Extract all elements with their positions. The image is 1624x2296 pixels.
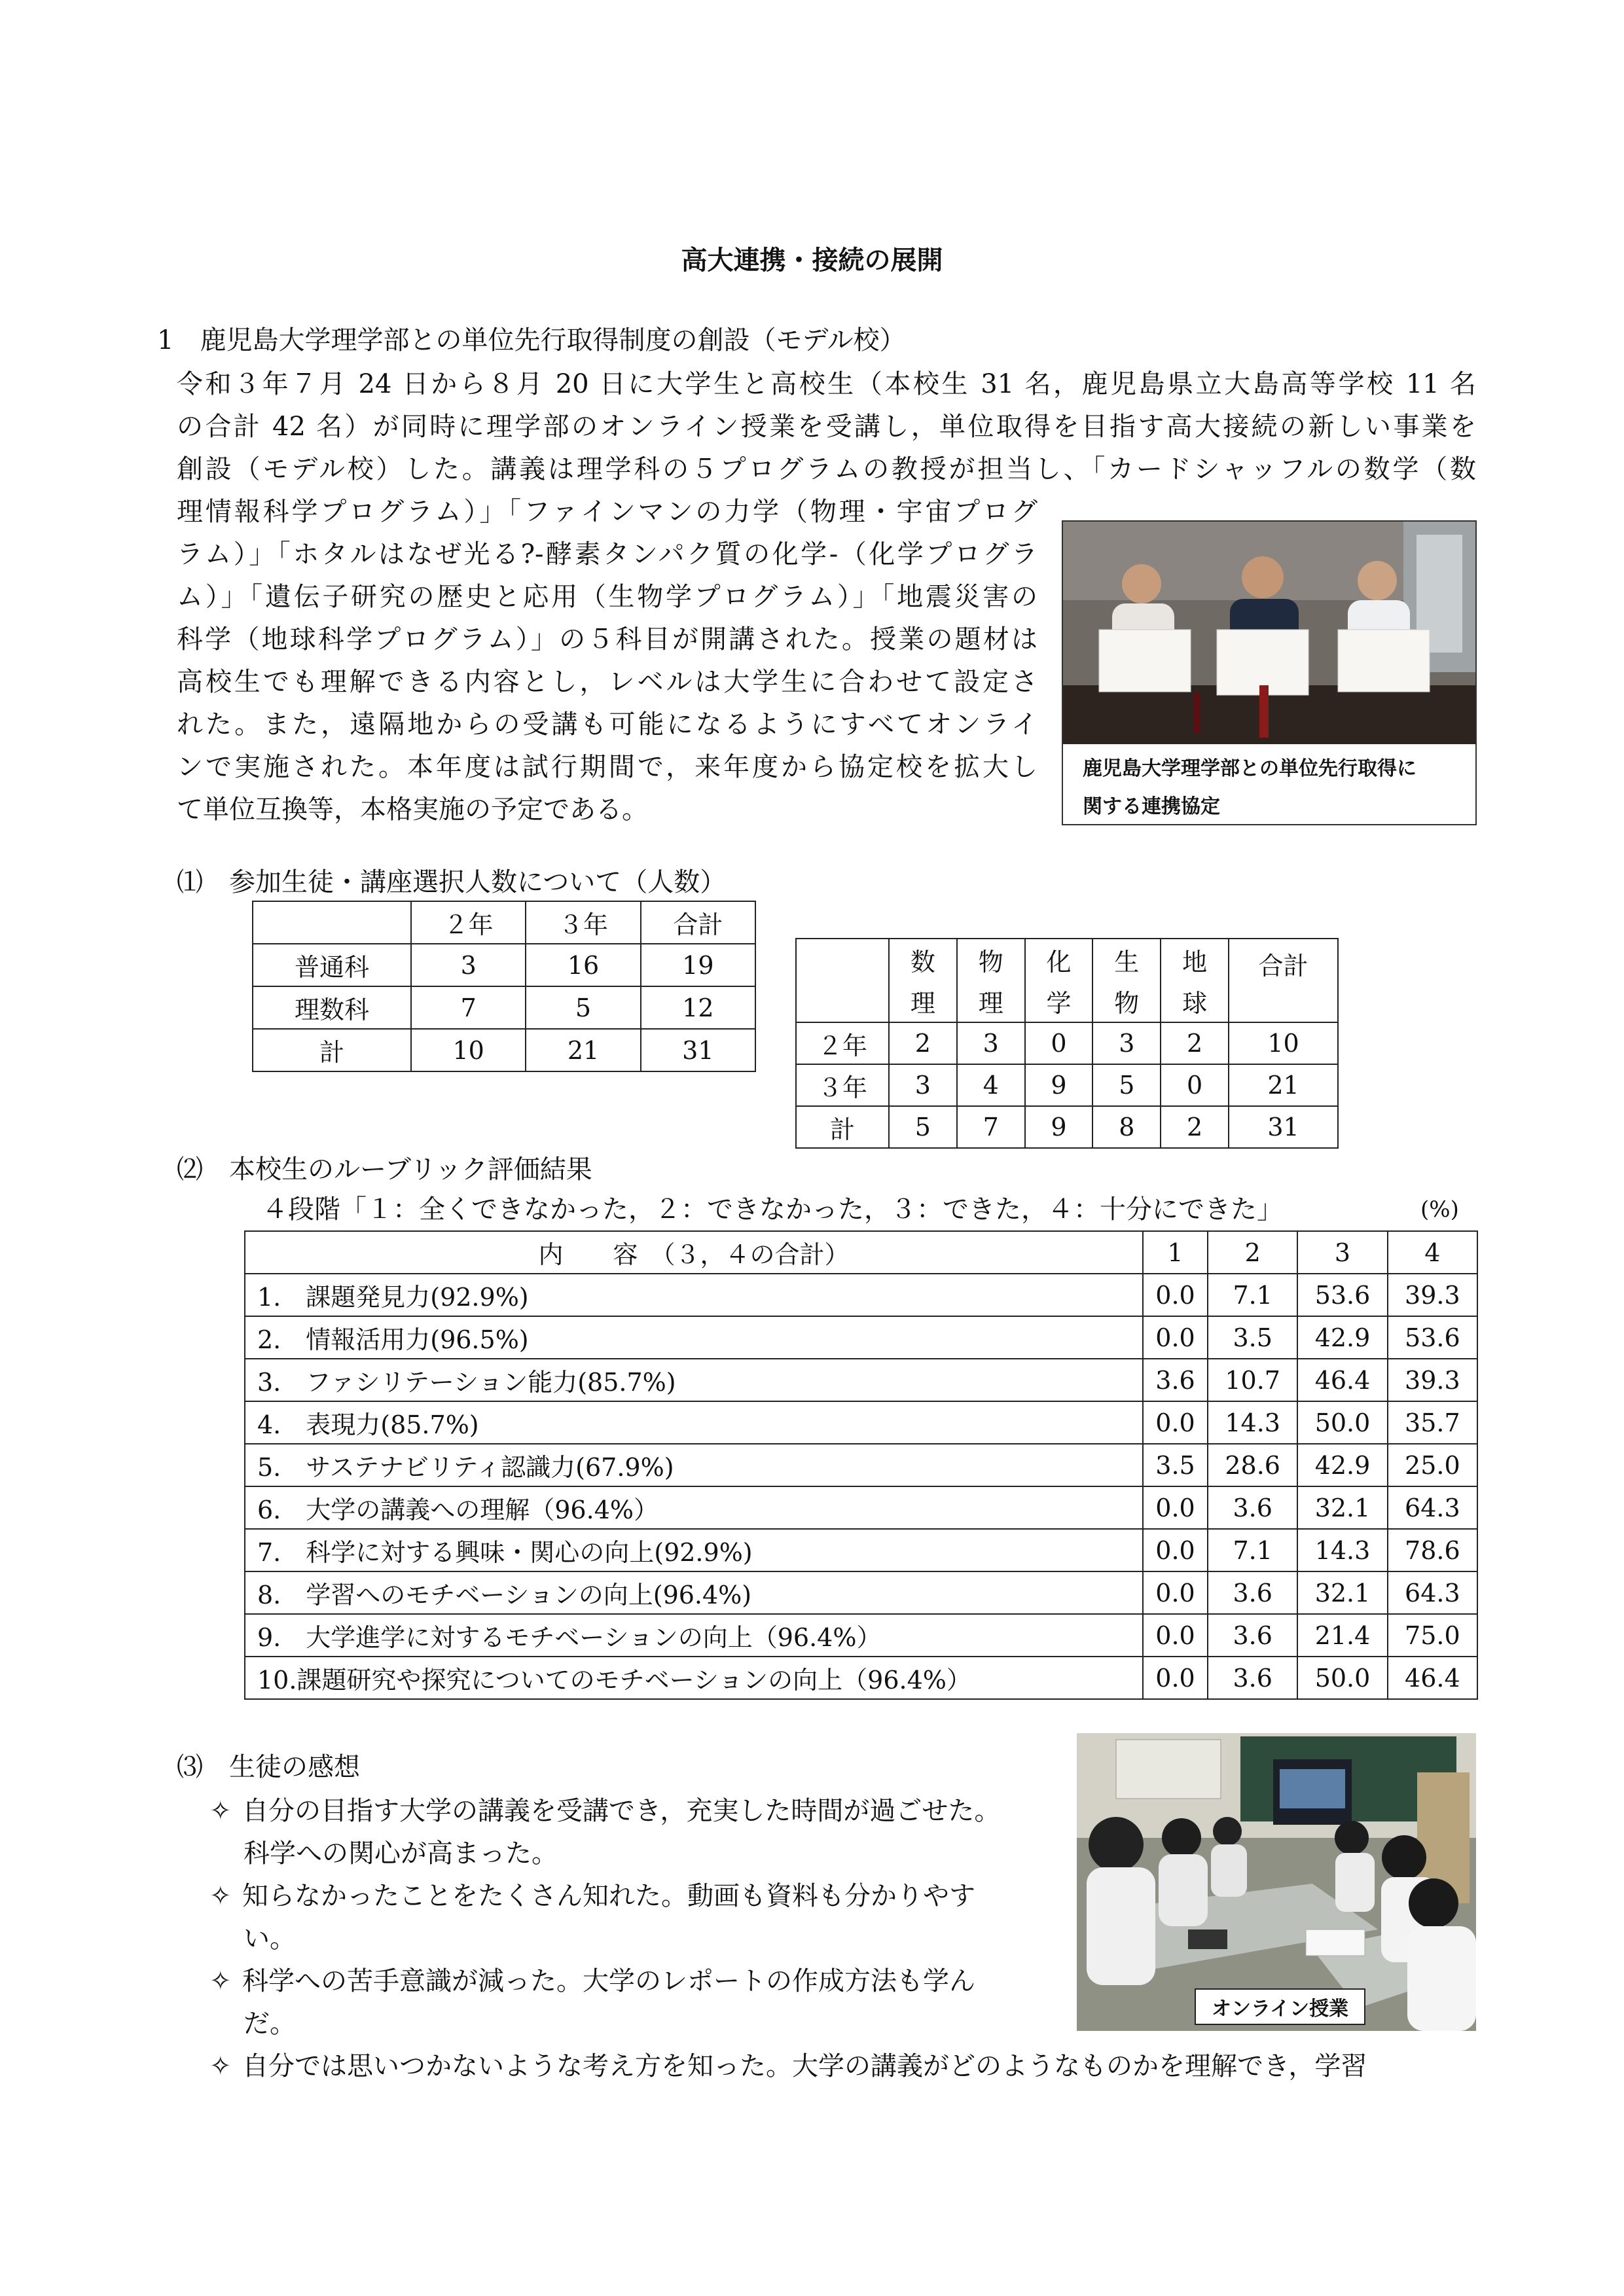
table-cell: 2 [1161, 1106, 1229, 1148]
table-header: 内 容 （３，４の合計） [245, 1231, 1143, 1274]
table-cell: 7 [411, 986, 526, 1029]
section1-heading: 1 鹿児島大学理学部との単位先行取得制度の創設（モデル校） [157, 325, 906, 355]
table-header: ２年 [411, 901, 526, 944]
table-cell: 39.3 [1388, 1359, 1477, 1401]
table-cell: 3.5 [1143, 1444, 1208, 1486]
list-item-continuation [209, 1833, 1074, 1875]
table-cell: 10.7 [1208, 1359, 1297, 1401]
list-item-continuation [209, 2003, 1074, 2045]
table-cell: 50.0 [1297, 1401, 1387, 1444]
paragraph-line: ラム）」「ホタルはなぜ光る?-酵素タンパク質の化学-（化学プログラ [177, 539, 1038, 569]
table-header: 地 [1161, 939, 1229, 980]
table-row [245, 1657, 1477, 1699]
table-cell: 28.6 [1208, 1444, 1297, 1486]
table-cell: 50.0 [1297, 1657, 1387, 1699]
table-cell: 0.0 [1143, 1571, 1208, 1614]
table-cell: 7.1 [1208, 1274, 1297, 1316]
table-cell: 理数科 [253, 986, 411, 1029]
table-cell: 7.1 [1208, 1529, 1297, 1571]
table-cell: 0.0 [1143, 1486, 1208, 1529]
table-row [253, 944, 755, 986]
paragraph-line: ム）」「遺伝子研究の歴史と応用（生物学プログラム）」「地震災害の [177, 582, 1038, 612]
table-cell: 4. 表現力(85.7%) [245, 1401, 1143, 1444]
list-item [209, 1875, 1074, 1918]
table-row [796, 1064, 1338, 1106]
table-header: 合計 [1229, 939, 1338, 1022]
paragraph-line: 創設（モデル校）した。講義は理学科の５プログラムの教授が担当し、「カードシャッフルの数学（数 [177, 454, 1476, 484]
table-cell: 2. 情報活用力(96.5%) [245, 1316, 1143, 1359]
table-cell: 31 [641, 1029, 755, 1071]
table-header: 理 [889, 980, 957, 1022]
table-cell: 3 [957, 1022, 1025, 1064]
list-item [209, 1960, 1074, 2003]
table-cell: ３年 [796, 1064, 889, 1106]
table-cell: 5 [1092, 1064, 1161, 1106]
table-cell: 14.3 [1208, 1401, 1297, 1444]
table-row [245, 1359, 1477, 1401]
table-cell: 1. 課題発見力(92.9%) [245, 1274, 1143, 1316]
photo-caption-line1: 鹿児島大学理学部との単位先行取得に [1083, 757, 1416, 780]
table-cell: 12 [641, 986, 755, 1029]
table-cell: 3.6 [1208, 1614, 1297, 1657]
table-header: 球 [1161, 980, 1229, 1022]
sub3-heading: ⑶ 生徒の感想 [177, 1752, 360, 1782]
table-cell: 10.課題研究や探究についてのモチベーションの向上（96.4%） [245, 1657, 1143, 1699]
table-cell: 0.0 [1143, 1657, 1208, 1699]
table-header [796, 939, 889, 1022]
bullet-icon: ✧ [209, 2051, 232, 2081]
list-item [209, 1790, 1074, 1833]
table-cell: 10 [411, 1029, 526, 1071]
table-row [245, 1571, 1477, 1614]
table-cell: 3.6 [1208, 1657, 1297, 1699]
sub2-heading: ⑵ 本校生のルーブリック評価結果 [177, 1155, 592, 1185]
table-cell: 7. 科学に対する興味・関心の向上(92.9%) [245, 1529, 1143, 1571]
agreement-photo-image [1063, 522, 1475, 744]
table-header: 物 [1092, 980, 1161, 1022]
table-cell: 0.0 [1143, 1614, 1208, 1657]
list-item-text: 知らなかったことをたくさん知れた。動画も資料も分かりやす [242, 1881, 975, 1911]
table-row [245, 1486, 1477, 1529]
agreement-photo [1062, 520, 1477, 825]
table-row [245, 1529, 1477, 1571]
table-header [253, 901, 411, 944]
table-cell: 9. 大学進学に対するモチベーションの向上（96.4%） [245, 1614, 1143, 1657]
online-class-photo [1077, 1733, 1476, 2031]
table-cell: 5. サステナビリティ認識力(67.9%) [245, 1444, 1143, 1486]
bullet-icon: ✧ [209, 1796, 232, 1826]
table-cell: 0 [1025, 1022, 1093, 1064]
table-cell: 42.9 [1297, 1316, 1387, 1359]
table-cell: 32.1 [1297, 1486, 1387, 1529]
table-row [253, 1029, 755, 1071]
list-item-text: 科学への苦手意識が減った。大学のレポートの作成方法も学ん [242, 1966, 975, 1996]
table-cell: 21 [526, 1029, 640, 1071]
photo-caption-line2: 関する連携協定 [1083, 795, 1220, 818]
paragraph-line: れた。また，遠隔地からの受講も可能になるようにすべてオンライ [177, 709, 1038, 740]
table-row [796, 1022, 1338, 1064]
table-header: 2 [1208, 1231, 1297, 1274]
table-cell: 75.0 [1388, 1614, 1477, 1657]
table-cell: 0.0 [1143, 1274, 1208, 1316]
table-cell: 0.0 [1143, 1401, 1208, 1444]
table-header: ３年 [526, 901, 640, 944]
table-cell: 53.6 [1297, 1274, 1387, 1316]
list-item-text: だ。 [244, 2009, 296, 2039]
table-cell: 25.0 [1388, 1444, 1477, 1486]
table-cell: 2 [889, 1022, 957, 1064]
table-cell: 0.0 [1143, 1316, 1208, 1359]
table-cell: 2 [1161, 1022, 1229, 1064]
section1-paragraph-narrow [177, 491, 1038, 831]
table-row [796, 1106, 1338, 1148]
table-cell: 9 [1025, 1106, 1093, 1148]
table-cell: 3 [411, 944, 526, 986]
table-cell: 3. ファシリテーション能力(85.7%) [245, 1359, 1143, 1401]
participants-table [252, 901, 756, 1072]
table-cell: 3 [889, 1064, 957, 1106]
table-cell: 46.4 [1297, 1359, 1387, 1401]
table-cell: 32.1 [1297, 1571, 1387, 1614]
paragraph-line: ンで実施された。本年度は試行期間で，来年度から協定校を拡大し [177, 752, 1038, 782]
table-cell: 14.3 [1297, 1529, 1387, 1571]
table-cell: 16 [526, 944, 640, 986]
list-item-text: 自分の目指す大学の講義を受講でき，充実した時間が過ごせた。 [242, 1796, 1001, 1826]
impressions-list-last [209, 2045, 1486, 2088]
list-item-text: い。 [244, 1924, 296, 1954]
paragraph-line: 理情報科学プログラム）」「ファインマンの力学（物理・宇宙プログ [177, 497, 1038, 527]
table-header: 化 [1025, 939, 1093, 980]
table-cell: 21.4 [1297, 1614, 1387, 1657]
table-header: 学 [1025, 980, 1093, 1022]
bullet-icon: ✧ [209, 1966, 232, 1996]
table-cell: 21 [1229, 1064, 1338, 1106]
table-row [245, 1316, 1477, 1359]
list-item [209, 2045, 1486, 2088]
table-cell: 9 [1025, 1064, 1093, 1106]
paragraph-line: 令和３年７月 24 日から８月 20 日に大学生と高校生（本校生 31 名，鹿児島県立大島高等学校 11 名 [177, 369, 1476, 399]
sub1-heading: ⑴ 参加生徒・講座選択人数について（人数） [177, 867, 727, 897]
rubric-table [244, 1230, 1478, 1700]
table-cell: 46.4 [1388, 1657, 1477, 1699]
table-row [253, 986, 755, 1029]
table-row [245, 1444, 1477, 1486]
section1-paragraph-full [177, 363, 1476, 491]
table-header: 3 [1297, 1231, 1387, 1274]
table-cell: 10 [1229, 1022, 1338, 1064]
online-class-caption: オンライン授業 [1195, 1988, 1365, 2025]
table-cell: ２年 [796, 1022, 889, 1064]
page-title: 高大連携・接続の展開 [681, 245, 943, 276]
table-header: 4 [1388, 1231, 1477, 1274]
table-cell: 3 [1092, 1022, 1161, 1064]
table-row [245, 1614, 1477, 1657]
table-cell: 64.3 [1388, 1571, 1477, 1614]
table-cell: 3.6 [1143, 1359, 1208, 1401]
table-cell: 計 [253, 1029, 411, 1071]
table-cell: 7 [957, 1106, 1025, 1148]
table-header: 合計 [641, 901, 755, 944]
table-cell: 8. 学習へのモチベーションの向上(96.4%) [245, 1571, 1143, 1614]
impressions-list [209, 1790, 1074, 2045]
table-cell: 普通科 [253, 944, 411, 986]
table-row [245, 1401, 1477, 1444]
bullet-icon: ✧ [209, 1881, 232, 1911]
table-cell: 53.6 [1388, 1316, 1477, 1359]
table-cell: 35.7 [1388, 1401, 1477, 1444]
table-row [245, 1274, 1477, 1316]
paragraph-line: 科学（地球科学プログラム）」の５科目が開講された。授業の題材は [177, 624, 1038, 655]
list-item-text: 自分では思いつかないような考え方を知った。大学の講義がどのようなものかを理解でき，学習 [242, 2051, 1367, 2081]
list-item-continuation [209, 1918, 1074, 1960]
table-header: 理 [957, 980, 1025, 1022]
table-cell: 5 [526, 986, 640, 1029]
paragraph-line: 高校生でも理解できる内容とし，レベルは大学生に合わせて設定さ [177, 667, 1038, 697]
table-header: 生 [1092, 939, 1161, 980]
table-header: 物 [957, 939, 1025, 980]
table-cell: 64.3 [1388, 1486, 1477, 1529]
rubric-unit: (%) [1420, 1196, 1459, 1223]
online-class-photo-image [1077, 1733, 1476, 2031]
table-cell: 0 [1161, 1064, 1229, 1106]
table-cell: 計 [796, 1106, 889, 1148]
course-selection-table [795, 938, 1339, 1149]
rubric-scale: ４段階「１：全くできなかった，２：できなかった，３：できた，４：十分にできた」 [262, 1194, 1283, 1225]
table-header: 1 [1143, 1231, 1208, 1274]
table-cell: 5 [889, 1106, 957, 1148]
table-cell: 78.6 [1388, 1529, 1477, 1571]
table-cell: 31 [1229, 1106, 1338, 1148]
table-cell: 19 [641, 944, 755, 986]
table-cell: 3.6 [1208, 1486, 1297, 1529]
table-cell: 0.0 [1143, 1529, 1208, 1571]
paragraph-line: の合計 42 名）が同時に理学部のオンライン授業を受講し，単位取得を目指す高大接続の新しい事業を [177, 412, 1476, 442]
table-cell: 8 [1092, 1106, 1161, 1148]
table-cell: 3.5 [1208, 1316, 1297, 1359]
table-cell: 39.3 [1388, 1274, 1477, 1316]
table-cell: 42.9 [1297, 1444, 1387, 1486]
table-header: 数 [889, 939, 957, 980]
table-cell: 4 [957, 1064, 1025, 1106]
table-cell: 6. 大学の講義への理解（96.4%） [245, 1486, 1143, 1529]
list-item-text: 科学への関心が高まった。 [244, 1839, 558, 1869]
table-cell: 3.6 [1208, 1571, 1297, 1614]
paragraph-line: て単位互換等，本格実施の予定である。 [177, 795, 648, 825]
